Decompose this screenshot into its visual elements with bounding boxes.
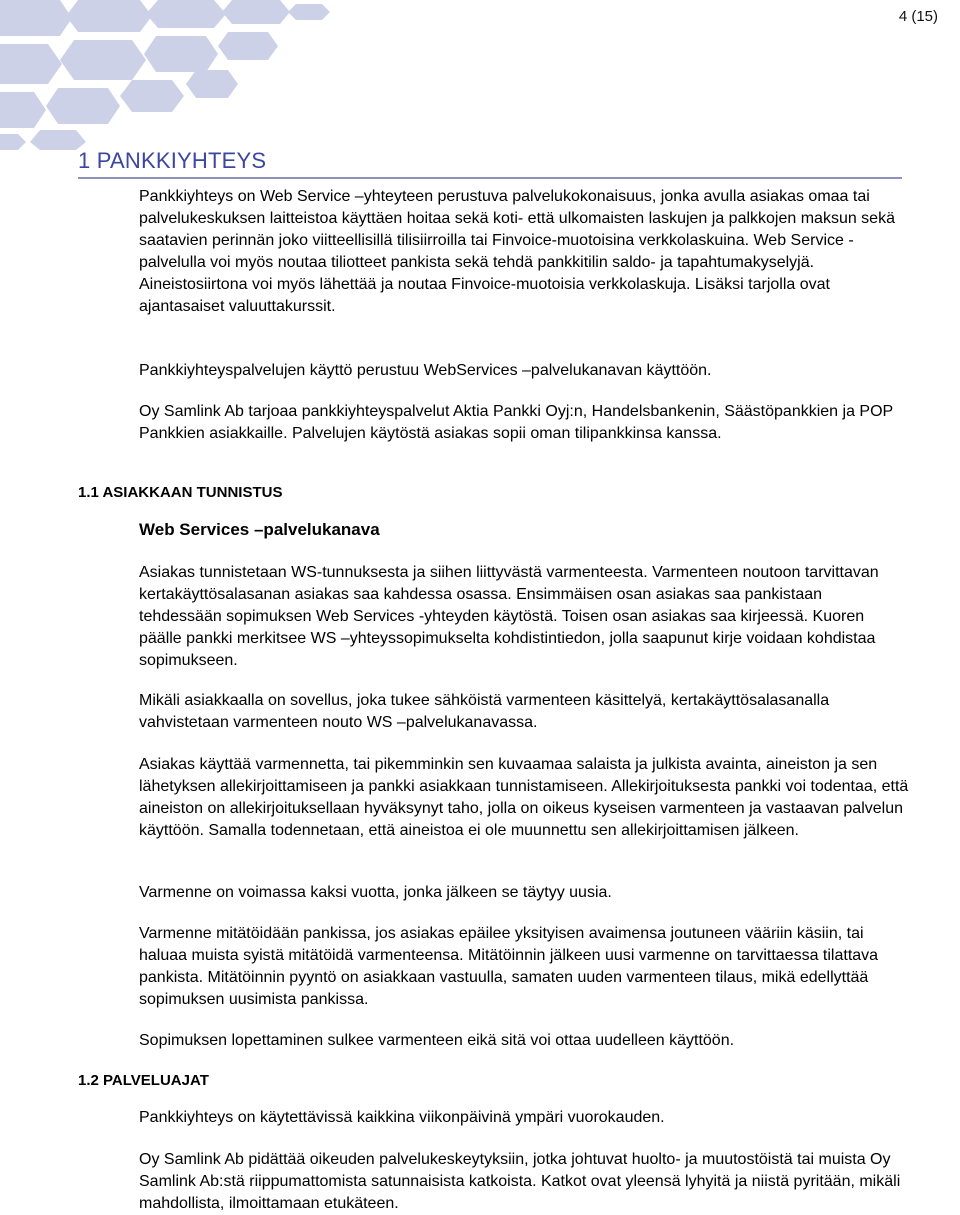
section-1-1-paragraph-6: Sopimuksen lopettaminen sulkee varmenteen eikä sitä voi ottaa uudelleen käyttöön. [139,1032,735,1049]
page-number: 4 (15) [898,8,938,25]
section-1-1-heading: 1.1 ASIAKKAAN TUNNISTUS [78,484,283,501]
section-1-paragraph-3: Oy Samlink Ab tarjoaa pankkiyhteyspalvelut Aktia Pankki Oyj:n, Handelsbankenin, Säästöpankkien ja POP Pankkien asiakkaille. Palvelujen käytöstä asiakas sopii oman tilipankkinsa kanssa. [139,403,893,442]
section-1-paragraph-2: Pankkiyhteyspalvelujen käyttö perustuu WebServices –palvelukanavan käyttöön. [139,362,712,379]
section-1-1-paragraph-1: Asiakas tunnistetaan WS-tunnuksesta ja siihen liittyvästä varmenteesta. Varmenteen noutoon tarvittavan kertakäyttösalasanan asiakas saa kahdessa osassa. Ensimmäisen osan asiakas saa pankistaan tehdessään sopimuksen Web Services -yhteyden käytöstä. Toisen osan asiakas saa kirjeessä. Kuoren päälle pankki merkitsee WS –yhteyssopimukselta kohdistintiedon, jolla saapunut kirje voidaan kohdistaa sopimukseen. [139,564,879,669]
section-1-heading: 1 PANKKIYHTEYS [78,148,902,179]
section-1-1-subheading: Web Services –palvelukanava [139,520,380,539]
hexagon-pattern-decoration [0,0,330,150]
section-1-1-paragraph-3: Asiakas käyttää varmennetta, tai pikemminkin sen kuvaamaa salaista ja julkista avainta, aineiston ja sen lähetyksen allekirjoittamiseen ja pankki asiakkaan tunnistamiseen. Allekirjoituksesta pankki voi todentaa, että aineiston on allekirjoituksellaan hyväksynyt taho, jolla on oikeus kyseisen varmenteen ja vastaavan palvelun käyttöön. Samalla todennetaan, että aineistoa ei ole muunnettu sen allekirjoittamisen jälkeen. [139,756,909,839]
section-1-1-paragraph-5: Varmenne mitätöidään pankissa, jos asiakas epäilee yksityisen avaimensa joutuneen vääriin käsiin, tai haluaa muista syistä mitätöidä varmenteensa. Mitätöinnin jälkeen uusi varmenne on tarvittaessa tilattava pankista. Mitätöinnin pyyntö on asiakkaan vastuulla, samaten uuden varmenteen tilaus, mikä edellyttää sopimuksen uusimista pankissa. [139,925,879,1008]
section-1-1-paragraph-4: Varmenne on voimassa kaksi vuotta, jonka jälkeen se täytyy uusia. [139,884,612,901]
section-1-2-paragraph-1: Pankkiyhteys on käytettävissä kaikkina viikonpäivinä ympäri vuorokauden. [139,1109,665,1126]
section-1-paragraph-1: Pankkiyhteys on Web Service –yhteyteen perustuva palvelukokonaisuus, jonka avulla asiakas omaa tai palvelukeskuksen laitteistoa käyttäen hoitaa sekä koti- että ulkomaisten laskujen ja palkkojen maksun sekä saatavien perinnän joko viitteellisillä tilisiirroilla tai Finvoice-muotoisina verkkolaskuina. Web Service -palvelulla voi myös noutaa tiliotteet pankista sekä tehdä pankkitilin saldo- ja tapahtumakyselyjä. Aineistosiirtona voi myös lähettää ja noutaa Finvoice-muotoisia verkkolaskuja. Lisäksi tarjolla ovat ajantasaiset valuuttakurssit. [139,188,895,315]
section-1-2-paragraph-2: Oy Samlink Ab pidättää oikeuden palvelukeskeytyksiin, jotka johtuvat huolto- ja muutostöistä tai muista Oy Samlink Ab:stä riippumattomista satunnaisista katkoista. Katkot ovat yleensä lyhyitä ja niistä pyritään, mikäli mahdollista, ilmoittamaan etukäteen. [139,1151,901,1212]
section-1-2-heading: 1.2 PALVELUAJAT [78,1072,209,1089]
section-1-1-paragraph-2: Mikäli asiakkaalla on sovellus, joka tukee sähköistä varmenteen käsittelyä, kertakäyttösalasanalla vahvistetaan varmenteen nouto WS –palvelukanavassa. [139,692,830,731]
